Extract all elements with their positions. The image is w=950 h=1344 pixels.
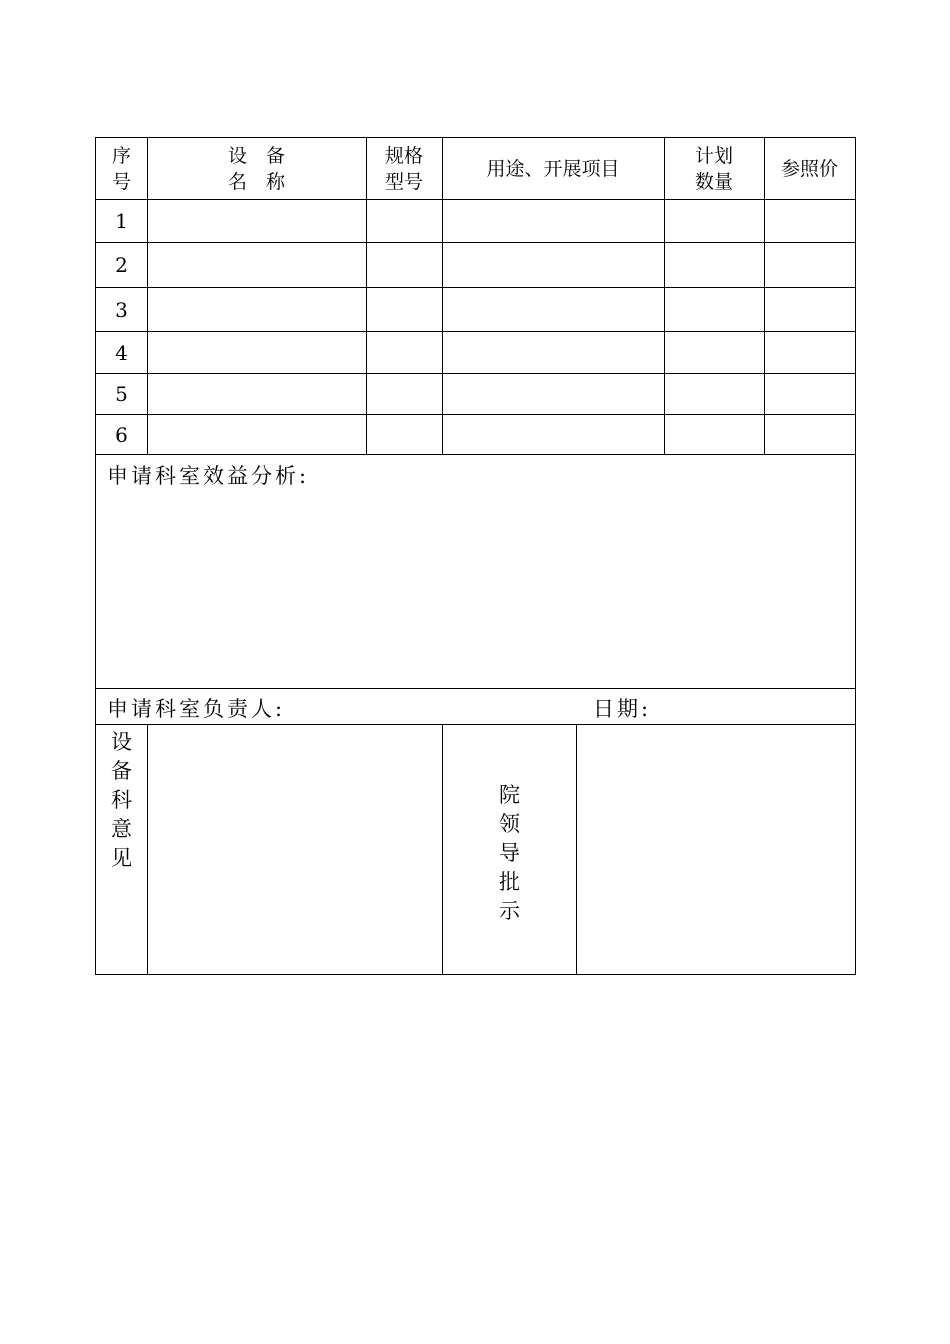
header-purpose-label: 用途、开展项目 xyxy=(486,157,620,180)
leader-approval-char: 领 xyxy=(499,812,520,836)
header-purpose xyxy=(442,138,664,199)
equipment-opinion-char: 见 xyxy=(111,846,132,870)
row-seq-6: 6 xyxy=(115,422,128,447)
header-qty-top: 计划 xyxy=(694,144,733,167)
date-label: 日期: xyxy=(593,697,652,721)
dept-head-label: 申请科室负责人: xyxy=(107,697,286,721)
row-1-quantity-cell[interactable] xyxy=(665,200,764,242)
row-divider xyxy=(96,373,855,374)
header-qty-bottom: 数量 xyxy=(694,170,733,193)
equipment-opinion-char: 意 xyxy=(111,817,132,841)
header-seq-top: 序 xyxy=(111,144,131,167)
row-seq-4: 4 xyxy=(115,340,128,365)
row-1-spec-cell[interactable] xyxy=(367,200,442,242)
leader-approval-char: 示 xyxy=(499,899,520,923)
equipment-opinion-char: 科 xyxy=(111,788,132,812)
row-divider xyxy=(96,414,855,415)
row-divider xyxy=(96,331,855,332)
row-1-purpose-cell[interactable] xyxy=(443,200,664,242)
row-1-device-name-cell[interactable] xyxy=(148,200,366,242)
equipment-request-form xyxy=(95,137,856,975)
benefit-analysis-label: 申请科室效益分析: xyxy=(107,464,310,488)
equipment-opinion-area[interactable] xyxy=(148,725,442,973)
row-divider xyxy=(96,688,855,689)
header-device-bottom: 名 称 xyxy=(227,170,285,193)
equipment-opinion-char: 备 xyxy=(111,759,132,783)
row-divider xyxy=(96,287,855,288)
leader-approval-label xyxy=(443,781,576,926)
leader-approval-area[interactable] xyxy=(577,725,855,973)
header-planned-quantity xyxy=(664,138,764,199)
leader-approval-char: 院 xyxy=(499,783,520,807)
row-seq-2: 2 xyxy=(115,253,128,277)
equipment-opinion-char: 设 xyxy=(111,730,132,754)
benefit-analysis-area[interactable] xyxy=(96,488,855,686)
row-seq-1: 1 xyxy=(115,209,128,233)
leader-approval-char: 批 xyxy=(499,870,520,894)
header-spec-model xyxy=(366,138,442,199)
leader-approval-char: 导 xyxy=(499,841,520,865)
row-divider xyxy=(96,242,855,243)
header-reference-price xyxy=(764,138,855,199)
equipment-opinion-label xyxy=(96,728,147,873)
row-seq-3: 3 xyxy=(115,297,128,322)
header-ref-price-label: 参照价 xyxy=(780,157,838,180)
row-seq-5: 5 xyxy=(115,382,128,406)
header-seq xyxy=(96,138,147,199)
header-seq-bottom: 号 xyxy=(111,170,131,193)
row-1-price-cell[interactable] xyxy=(765,200,855,242)
header-device-name xyxy=(147,138,366,199)
header-device-top: 设 备 xyxy=(227,144,285,167)
header-spec-top: 规格 xyxy=(384,144,423,167)
header-spec-bottom: 型号 xyxy=(384,170,423,193)
row-divider xyxy=(96,454,855,455)
